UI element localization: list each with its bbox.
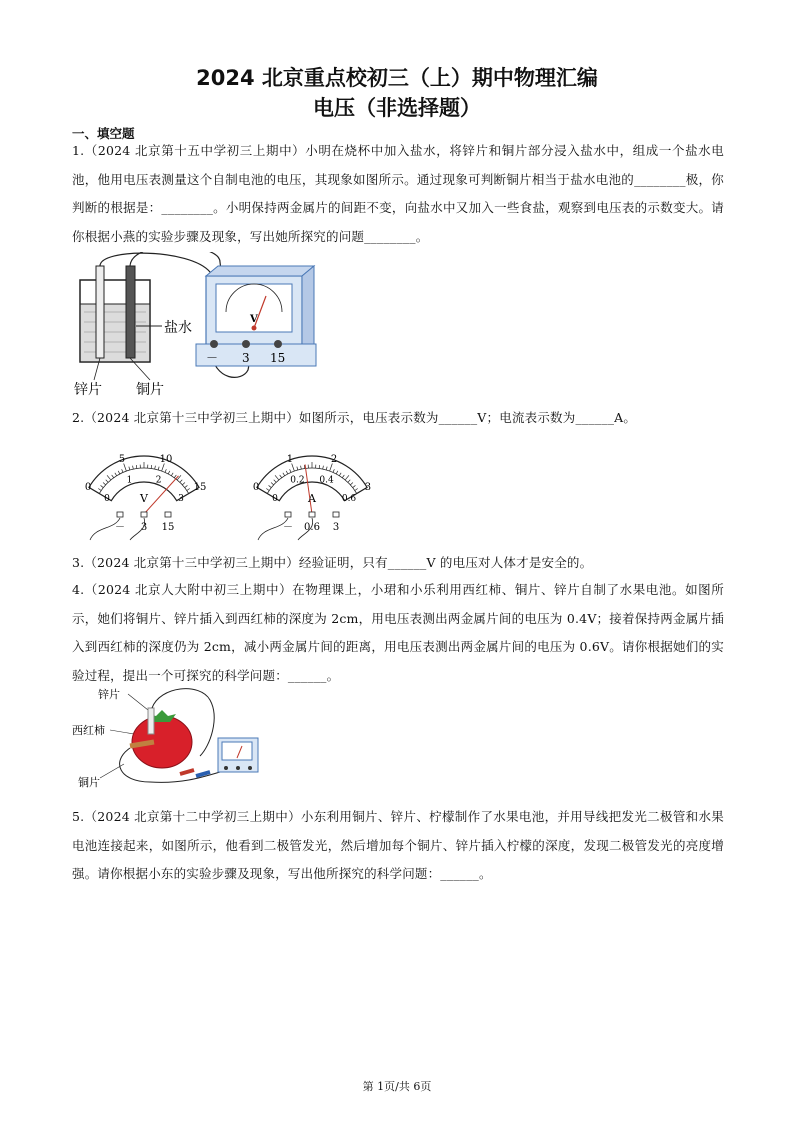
dial-outer-label: 0 <box>84 481 92 493</box>
voltmeter <box>218 738 258 772</box>
zinc-plate <box>96 266 104 358</box>
terminal-post <box>141 512 147 517</box>
dial-outer-label: 2 <box>330 453 338 465</box>
label-zinc: 锌片 <box>74 382 102 398</box>
dial-outer-label: 5 <box>118 453 126 465</box>
tomato-battery-figure <box>70 686 270 796</box>
page-subtitle: 电压（非选择题） <box>313 96 481 120</box>
dial-inner-label: 1 <box>126 475 133 486</box>
page-title: 2024 北京重点校初三（上）期中物理汇编 <box>196 66 598 90</box>
meter-dials-figure <box>72 434 372 542</box>
terminal-3: 3 <box>242 351 250 365</box>
label-copper: 铜片 <box>78 776 100 789</box>
terminal-label: 3 <box>140 522 148 533</box>
dial-inner-label: 0 <box>272 494 278 505</box>
dial-inner-label: 0.4 <box>319 475 334 486</box>
terminal-label: 0.6 <box>304 522 320 533</box>
dial-inner-label: 0.2 <box>290 475 305 486</box>
dial-inner-label: 3 <box>178 494 184 505</box>
label-zinc: 锌片 <box>98 688 120 701</box>
question-4: 4.（2024 北京人大附中初三上期中）在物理课上，小珺和小乐利用西红柿、铜片、锌片自制了水果电池。如图所示，她们将铜片、锌片插入到西红柿的深度为 2cm，用电压表测出两金属片间的电压为 0.4V；接着保持两金属片插入到西红柿的深度仍为 2cm，减小两金属片间的距离，用电压表测出两金属片间的电压为 0.6V。请你根据她们的实验过程，提出一个可探究的科学问题：______。 <box>72 582 724 683</box>
meter-symbol: V <box>250 314 258 325</box>
terminal-post <box>117 512 123 517</box>
terminal-label: － <box>283 522 293 533</box>
voltmeter <box>196 266 316 366</box>
page-footer: 第 1页/共 6页 <box>362 1080 432 1093</box>
dial-outer-label: 15 <box>193 481 207 493</box>
terminal-15: 15 <box>270 351 286 365</box>
terminal-post <box>285 512 291 517</box>
salt-water-battery-figure <box>70 252 330 400</box>
question-3: 3.（2024 北京第十三中学初三上期中）经验证明，只有______V 的电压对人体才是安全的。 <box>72 555 593 570</box>
label-copper: 铜片 <box>136 382 164 398</box>
beaker <box>80 280 150 362</box>
terminal-post <box>309 512 315 517</box>
dial-outer-label: 1 <box>286 453 294 465</box>
terminal-label: 15 <box>161 522 175 533</box>
dial-inner-label: 2 <box>155 475 162 486</box>
dial-symbol: A <box>308 492 316 505</box>
copper-plate <box>126 266 135 358</box>
label-tomato: 西红柿 <box>72 724 105 737</box>
dial-outer-label: 10 <box>159 453 173 465</box>
dial-outer-label: 3 <box>364 481 372 493</box>
terminal-post <box>165 512 171 517</box>
question-2: 2.（2024 北京第十三中学初三上期中）如图所示，电压表示数为______V；电流表示数为______A。 <box>72 410 637 425</box>
terminal-post <box>333 512 339 517</box>
terminal-label: 3 <box>332 522 340 533</box>
dial-inner-label: 0 <box>104 494 110 505</box>
label-salt-water: 盐水 <box>164 320 192 336</box>
question-1: 1.（2024 北京第十五中学初三上期中）小明在烧杯中加入盐水，将锌片和铜片部分浸入盐水中，组成一个盐水电池，他用电压表测量这个自制电池的电压，其现象如图所示。通过现象可判断铜片相当于盐水电池的________极，你判断的根据是：________。小明保持两金属片的间距不变，向盐水中又加入一些食盐，观察到电压表的示数变大。请你根据小燕的实验步骤及现象，写出她所探究的问题________。 <box>72 143 724 244</box>
question-5: 5.（2024 北京第十二中学初三上期中）小东利用铜片、锌片、柠檬制作了水果电池，并用导线把发光二极管和水果电池连接起来，如图所示，他看到二极管发光，然后增加每个铜片、锌片插入柠檬的深度，发现二极管发光的亮度增强。请你根据小东的实验步骤及现象，写出他所探究的科学问题：______。 <box>72 809 724 882</box>
terminal-neg: － <box>206 351 219 365</box>
terminal-label: － <box>115 522 125 533</box>
section-heading: 一、填空题 <box>72 126 135 141</box>
dial-symbol: V <box>140 492 148 505</box>
dial-outer-label: 0 <box>252 481 260 493</box>
dial-inner-label: 0.6 <box>341 494 357 505</box>
